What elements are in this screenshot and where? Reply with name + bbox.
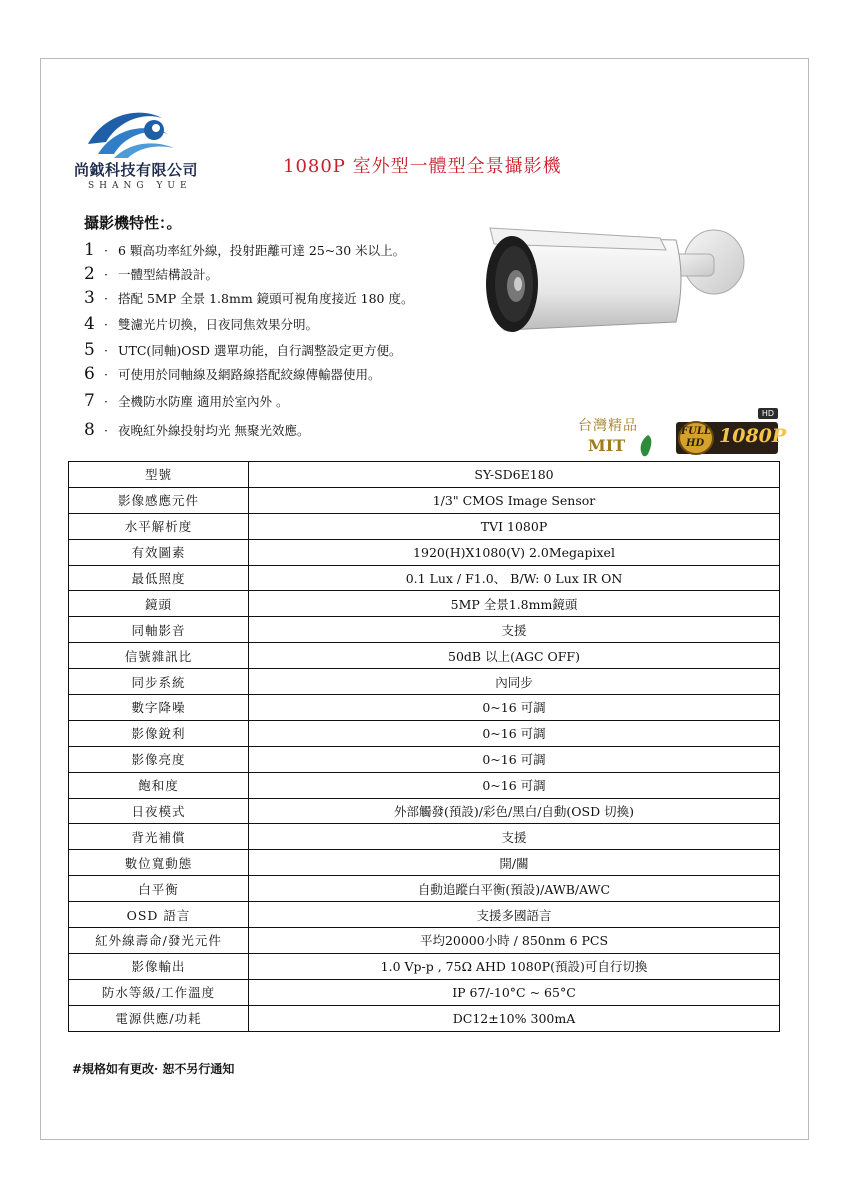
spec-value: 5MP 全景1.8mm鏡頭 bbox=[249, 591, 780, 617]
mit-badge-line2: MIT bbox=[588, 436, 626, 455]
feature-text: 可使用於同軸線及網路線搭配絞線傳輸器使用。 bbox=[118, 367, 381, 382]
wave-logo-icon bbox=[84, 104, 184, 160]
feature-item: 1 · 6 顆高功率紅外線，投射距離可達 25~30 米以上。 bbox=[84, 240, 406, 260]
hd-label: HD bbox=[686, 438, 705, 449]
spec-label: 鏡頭 bbox=[69, 591, 249, 617]
feature-text: UTC(同軸)OSD 選單功能，自行調整設定更方便。 bbox=[118, 343, 402, 358]
feature-text: 一體型結構設計。 bbox=[118, 267, 219, 282]
spec-label: 同軸影音 bbox=[69, 617, 249, 643]
spec-value: 支援 bbox=[249, 617, 780, 643]
feature-number: 8 bbox=[84, 420, 95, 440]
spec-label: OSD 語言 bbox=[69, 902, 249, 928]
table-row bbox=[69, 695, 780, 721]
table-row bbox=[69, 902, 780, 928]
footnote: #規格如有更改· 恕不另行通知 bbox=[72, 1062, 235, 1076]
company-name: 尚鉞科技有限公司 bbox=[74, 161, 199, 179]
resolution-label: 1080P bbox=[719, 425, 787, 447]
table-row bbox=[69, 772, 780, 798]
mit-badge-line1: 台灣精品 bbox=[578, 418, 638, 434]
table-row bbox=[69, 720, 780, 746]
table-row bbox=[69, 591, 780, 617]
spec-label: 影像銳利 bbox=[69, 720, 249, 746]
table-row bbox=[69, 669, 780, 695]
feature-number: 1 bbox=[84, 240, 95, 260]
table-row bbox=[69, 1005, 780, 1031]
spec-value: 平均20000小時 / 850nm 6 PCS bbox=[249, 928, 780, 954]
feature-item: 3 · 搭配 5MP 全景 1.8mm 鏡頭可視角度接近 180 度。 bbox=[84, 288, 414, 308]
spec-value: 開/關 bbox=[249, 850, 780, 876]
feature-number: 5 bbox=[84, 340, 95, 360]
spec-value: 50dB 以上(AGC OFF) bbox=[249, 643, 780, 669]
feature-item: 7 · 全機防水防塵 適用於室內外 。 bbox=[84, 391, 289, 411]
table-row bbox=[69, 643, 780, 669]
spec-value: IP 67/-10°C ~ 65°C bbox=[249, 979, 780, 1005]
table-row bbox=[69, 979, 780, 1005]
table-row bbox=[69, 953, 780, 979]
page-title: 1080P 室外型一體型全景攝影機 bbox=[283, 156, 562, 177]
spec-value: 0.1 Lux / F1.0、 B/W: 0 Lux IR ON bbox=[249, 565, 780, 591]
spec-value: 0~16 可調 bbox=[249, 746, 780, 772]
spec-value: TVI 1080P bbox=[249, 513, 780, 539]
spec-label: 同步系統 bbox=[69, 669, 249, 695]
spec-label: 最低照度 bbox=[69, 565, 249, 591]
feature-number: 2 bbox=[84, 264, 95, 284]
full-hd-badge bbox=[676, 408, 787, 454]
company-logo bbox=[74, 104, 199, 194]
feature-number: 6 bbox=[84, 364, 95, 384]
spec-label: 影像亮度 bbox=[69, 746, 249, 772]
full-label: FULL bbox=[681, 426, 711, 437]
spec-label: 背光補償 bbox=[69, 824, 249, 850]
table-row bbox=[69, 928, 780, 954]
feature-item: 2 · 一體型結構設計。 bbox=[84, 264, 219, 284]
company-name-en: SHANG YUE bbox=[88, 181, 192, 191]
table-row bbox=[69, 746, 780, 772]
spec-label: 影像輸出 bbox=[69, 953, 249, 979]
spec-value: 1920(H)X1080(V) 2.0Megapixel bbox=[249, 539, 780, 565]
table-row bbox=[69, 824, 780, 850]
mit-badge bbox=[578, 412, 668, 458]
feature-number: 3 bbox=[84, 288, 95, 308]
features-heading: 攝影機特性：。 bbox=[84, 214, 182, 232]
spec-label: 飽和度 bbox=[69, 772, 249, 798]
spec-value: 0~16 可調 bbox=[249, 695, 780, 721]
bullet-camera-icon bbox=[480, 218, 760, 340]
spec-value: 0~16 可調 bbox=[249, 772, 780, 798]
table-row bbox=[69, 539, 780, 565]
feature-text: 全機防水防塵 適用於室內外 。 bbox=[118, 394, 289, 409]
spec-value: 內同步 bbox=[249, 669, 780, 695]
feature-text: 雙濾光片切換，日夜同焦效果分明。 bbox=[118, 317, 319, 332]
spec-table bbox=[68, 461, 780, 1032]
table-row bbox=[69, 798, 780, 824]
hd-tag: HD bbox=[758, 408, 778, 419]
spec-label: 數字降噪 bbox=[69, 695, 249, 721]
feature-text: 夜晚紅外線投射均光 無聚光效應。 bbox=[118, 423, 310, 438]
table-row bbox=[69, 850, 780, 876]
spec-value: 1.0 Vp-p , 75Ω AHD 1080P(預設)可自行切換 bbox=[249, 953, 780, 979]
spec-label: 有效圖素 bbox=[69, 539, 249, 565]
spec-value: 1/3" CMOS Image Sensor bbox=[249, 487, 780, 513]
table-row bbox=[69, 876, 780, 902]
spec-label: 影像感應元件 bbox=[69, 487, 249, 513]
spec-label: 型號 bbox=[69, 462, 249, 488]
spec-label: 紅外線壽命/發光元件 bbox=[69, 928, 249, 954]
table-row bbox=[69, 565, 780, 591]
spec-value: 0~16 可調 bbox=[249, 720, 780, 746]
feature-item: 5 · UTC(同軸)OSD 選單功能，自行調整設定更方便。 bbox=[84, 340, 402, 360]
spec-label: 信號雜訊比 bbox=[69, 643, 249, 669]
spec-value: 外部觸發(預設)/彩色/黑白/自動(OSD 切換) bbox=[249, 798, 780, 824]
table-row bbox=[69, 617, 780, 643]
spec-label: 防水等級/工作溫度 bbox=[69, 979, 249, 1005]
table-row bbox=[69, 487, 780, 513]
spec-value: 自動追蹤白平衡(預設)/AWB/AWC bbox=[249, 876, 780, 902]
feature-item: 8 · 夜晚紅外線投射均光 無聚光效應。 bbox=[84, 420, 310, 440]
spec-label: 水平解析度 bbox=[69, 513, 249, 539]
spec-value: DC12±10% 300mA bbox=[249, 1005, 780, 1031]
feature-number: 7 bbox=[84, 391, 95, 411]
feature-text: 6 顆高功率紅外線，投射距離可達 25~30 米以上。 bbox=[118, 243, 406, 258]
feature-item: 4 · 雙濾光片切換，日夜同焦效果分明。 bbox=[84, 314, 319, 334]
table-row bbox=[69, 462, 780, 488]
spec-label: 白平衡 bbox=[69, 876, 249, 902]
spec-label: 電源供應/功耗 bbox=[69, 1005, 249, 1031]
spec-label: 數位寬動態 bbox=[69, 850, 249, 876]
spec-value: SY-SD6E180 bbox=[249, 462, 780, 488]
camera-image bbox=[480, 218, 760, 340]
taiwan-map-icon bbox=[636, 434, 656, 458]
spec-value: 支援多國語言 bbox=[249, 902, 780, 928]
feature-number: 4 bbox=[84, 314, 95, 334]
spec-label: 日夜模式 bbox=[69, 798, 249, 824]
feature-item: 6 · 可使用於同軸線及網路線搭配絞線傳輸器使用。 bbox=[84, 364, 381, 384]
spec-value: 支援 bbox=[249, 824, 780, 850]
feature-text: 搭配 5MP 全景 1.8mm 鏡頭可視角度接近 180 度。 bbox=[118, 291, 414, 306]
table-row bbox=[69, 513, 780, 539]
